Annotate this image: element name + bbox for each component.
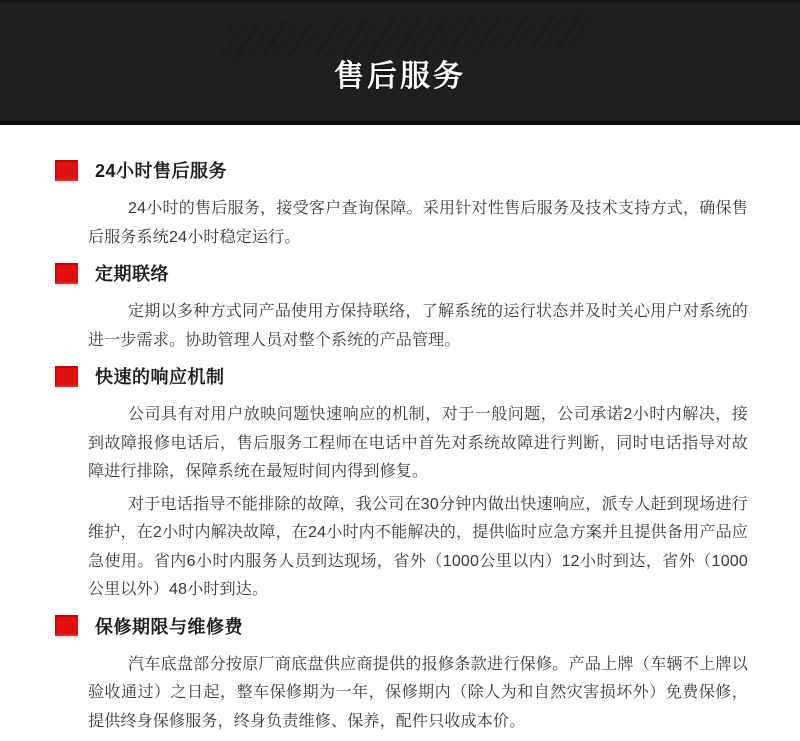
section-title-rapid-response: 快速的响应机制: [95, 367, 225, 387]
paragraph-rapid-response-2: 对于电话指导不能排除的故障，我公司在30分钟内做出快速响应，派专人赶到现场进行维护，在2小时内解决故障，在24小时内不能解决的，提供临时应急方案并且提供备用产品应急使用。省内6小时内服务人员到达现场，省外（1000公里以内）12小时到达，省外（1000公里以外）48小时到达。: [88, 495, 748, 598]
section-title-regular-contact: 定期联络: [95, 264, 169, 284]
section-regular-contact: [55, 260, 748, 355]
section-heading-row: [55, 613, 748, 639]
section-heading-row: [55, 157, 748, 183]
paragraph-warranty: 汽车底盘部分按原厂商底盘供应商提供的报修条款进行保修。产品上牌（车辆不上牌以验收通过）之日起，整车保修期为一年，保修期内（除人为和自然灾害损坏外）免费保修，提供终身保修服务，终身负责维修、保养，配件只收成本价。: [88, 655, 748, 730]
section-heading-row: [55, 363, 748, 389]
red-square-bullet-icon: [55, 160, 78, 181]
section-title-warranty: 保修期限与维修费: [95, 616, 243, 637]
page-title: 售后服务: [334, 60, 466, 93]
red-square-bullet-icon: [55, 615, 78, 636]
content-area: [0, 125, 800, 736]
page-header-banner: [0, 0, 800, 125]
section-24h-service: [55, 157, 748, 252]
section-heading-row: [55, 260, 748, 286]
section-title-24h-service: 24小时售后服务: [95, 161, 228, 181]
red-square-bullet-icon: [55, 366, 78, 387]
section-rapid-response: [55, 363, 748, 605]
red-square-bullet-icon: [55, 263, 78, 284]
paragraph-regular-contact: 定期以多种方式同产品使用方保持联络，了解系统的运行状态并及时关心用户对系统的进一步需求。协助管理人员对整个系统的产品管理。: [88, 303, 748, 349]
section-warranty: [55, 613, 748, 737]
paragraph-rapid-response-1: 公司具有对用户放映问题快速响应的机制，对于一般问题，公司承诺2小时内解决，接到故障报修电话后，售后服务工程师在电话中首先对系统故障进行判断，同时电话指导对故障进行排除，保障系统在最短时间内得到修复。: [88, 406, 748, 480]
paragraph-24h-service: 24小时的售后服务，接受客户查询保障。采用针对性售后服务及技术支持方式，确保售后服务系统24小时稳定运行。: [88, 200, 748, 246]
